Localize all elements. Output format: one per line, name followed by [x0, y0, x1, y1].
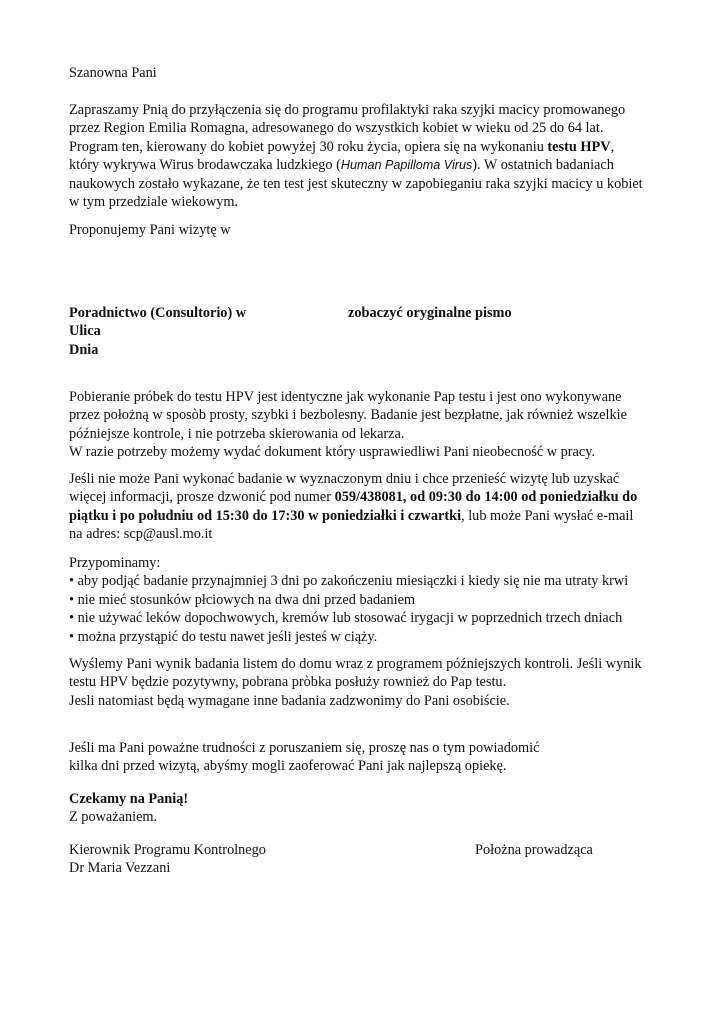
- intro-line: [69, 156, 669, 174]
- street-label: Ulica: [69, 323, 101, 340]
- intro-line: przez Region Emilia Romagna, adresowanego do wszystkich kobiet w wieku od 25 do 64 lat.: [69, 120, 604, 137]
- hpv-test-emphasis: testu HPV: [547, 138, 611, 155]
- contact-text: więcej informacji, prosze dzwonić pod numer: [69, 489, 335, 506]
- list-item: • aby podjąć badanie przynajmniej 3 dni po zakończeniu miesiączki i kiedy się nie ma utraty krwi: [69, 573, 629, 590]
- contact-email: na adres: scp@ausl.mo.it: [69, 526, 213, 543]
- procedure-line: Pobieranie próbek do testu HPV jest identyczne jak wykonanie Pap testu i jest ono wykonywane: [69, 389, 622, 405]
- contact-line: [69, 507, 669, 525]
- procedure-line: W razie potrzeby możemy wydać dokument który usprawiedliwi Pani nieobecność w pracy.: [69, 444, 596, 461]
- intro-text: Program ten, kierowany do kobiet powyżej 30 roku życia, opiera się na wykonaniu: [69, 138, 548, 155]
- clinic-label: Poradnictwo (Consultorio) w: [69, 305, 247, 321]
- results-line: Wyślemy Pani wynik badania listem do domu wraz z programem późniejszych kontroli. Jeśli wynik: [69, 656, 642, 672]
- program-director-title: Kierownik Programu Kontrolnego: [69, 842, 266, 858]
- mobility-paragraph: [69, 739, 669, 776]
- procedure-line: późniejsze kontrole, i nie potrzeba skierowania od lekarza.: [69, 425, 405, 442]
- visit-proposal: [69, 221, 669, 239]
- phone-hours: piątku i po południu od 15:30 do 17:30 w poniedziałki i czwartki: [69, 507, 462, 524]
- visit-proposal-text: Proponujemy Pani wizytę w: [69, 222, 231, 238]
- phone-hours: 059/438081, od 09:30 do 14:00 od poniedziałku do: [334, 489, 638, 506]
- intro-line: w tym przedziale wiekowym.: [69, 194, 239, 211]
- closing-regards: Z poważaniem.: [69, 809, 158, 826]
- contact-line: [69, 488, 669, 506]
- intro-line: naukowych zostało wykazane, że ten test jest skuteczny w zapobieganiu raka szyjki macicy u kobiet: [69, 175, 643, 192]
- closing-waiting: Czekamy na Panią!: [69, 791, 189, 807]
- contact-text: , lub może Pani wysłać e-mail: [461, 507, 634, 524]
- reminders-list: [69, 554, 669, 646]
- program-director-name: Dr Maria Vezzani: [69, 860, 171, 877]
- original-letter-link[interactable]: zobaczyć oryginalne pismo: [348, 305, 512, 321]
- intro-text: ). W ostatnich badaniach: [472, 157, 614, 174]
- intro-line: Zapraszamy Pnią do przyłączenia się do programu profilaktyki raka szyjki macicy promowanego: [69, 102, 626, 118]
- midwife-title: Położna prowadząca: [475, 842, 593, 858]
- date-label: Dnia: [69, 341, 99, 358]
- contact-line: Jeśli nie może Pani wykonać badanie w wyznaczonym dniu i chce przenieść wizytę lub uzyskać: [69, 471, 620, 487]
- contact-paragraph: [69, 470, 669, 544]
- virus-name-italic: Human Papilloma Virus: [340, 158, 473, 173]
- list-item: • nie mieć stosunków płciowych na dwa dni przed badaniem: [69, 591, 416, 608]
- list-item: • nie używać leków dopochwowych, kremów lub stosować irygacji w poprzednich trzech dniach: [69, 610, 623, 627]
- intro-paragraph: [69, 101, 669, 211]
- list-item: • można przystąpić do testu nawet jeśli jesteś w ciąży.: [69, 628, 378, 645]
- procedure-paragraph: [69, 388, 669, 462]
- results-line: Jesli natomiast będą wymagane inne badania zadzwonimy do Pani osobiście.: [69, 692, 510, 709]
- intro-text: który wykrywa Wirus brodawczaka ludzkiego (: [69, 157, 341, 174]
- salutation-text: Szanowna Pani: [69, 65, 157, 81]
- closing: [69, 790, 669, 827]
- salutation: [69, 64, 669, 82]
- reminders-title: Przypominamy:: [69, 555, 161, 571]
- results-line: testu HPV będzie pozytywny, pobrana pròbka posłuży rownież do Pap testu.: [69, 674, 507, 691]
- mobility-line: kilka dni przed wizytą, abyśmy mogli zaoferować Pani jak najlepszą opiekę.: [69, 758, 507, 775]
- procedure-line: przez położną w sposòb prosty, szybki i bezbolesny. Badanie jest bezpłatne, jak również wszelkie: [69, 407, 627, 424]
- intro-line: [69, 138, 669, 156]
- intro-text: ,: [610, 138, 615, 155]
- results-paragraph: [69, 655, 669, 710]
- mobility-line: Jeśli ma Pani poważne trudności z poruszaniem się, proszę nas o tym powiadomić: [69, 740, 540, 756]
